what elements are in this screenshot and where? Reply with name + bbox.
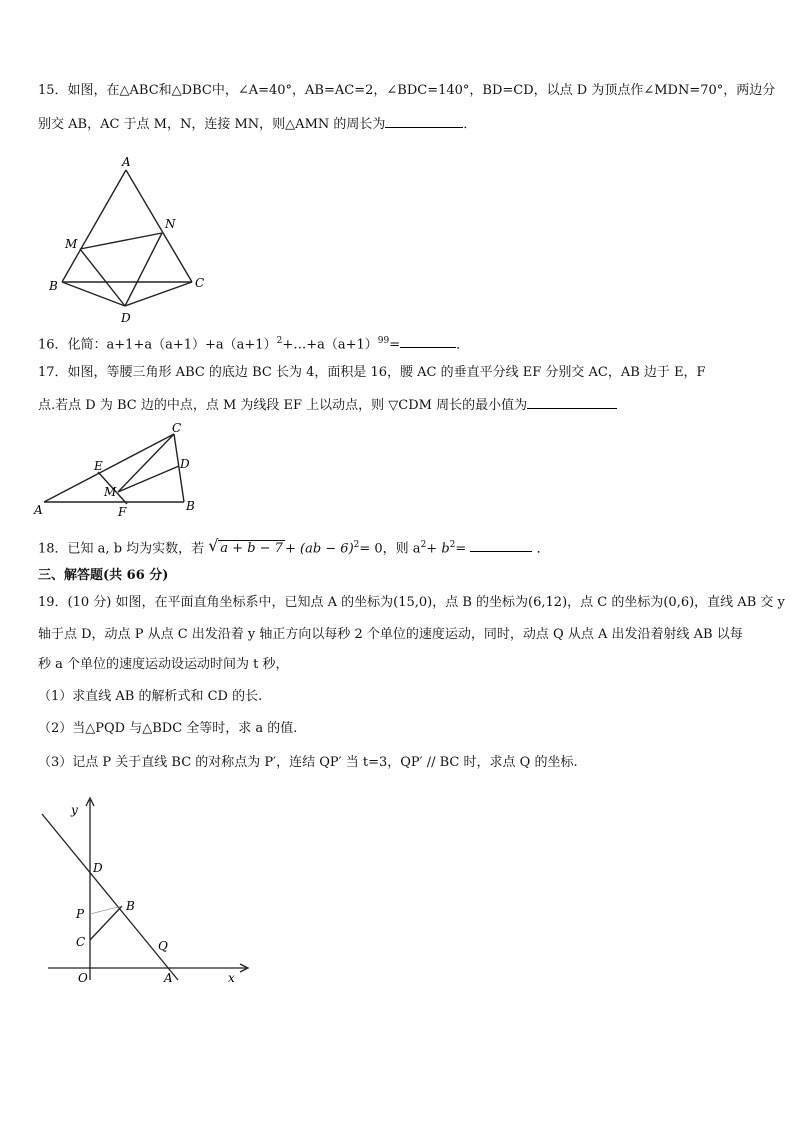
q18-end: ． bbox=[536, 541, 550, 557]
q19-label-d: D bbox=[93, 861, 103, 875]
q16-text-c: = bbox=[389, 337, 401, 353]
q17-label-f: F bbox=[118, 505, 127, 519]
q16-text-a: 16．化简：a+1+a（a+1）+a（a+1） bbox=[38, 337, 277, 353]
q17-figure bbox=[34, 420, 204, 520]
q19-line2: 轴于点 D，动点 P 从点 C 出发沿着 y 轴正方向以每秒 2 个单位的速度运动，同时，动点 Q 从点 A 出发沿着射线 AB 以每 bbox=[38, 627, 743, 642]
q17-edge-mc bbox=[118, 434, 174, 492]
q19-line-ab bbox=[42, 814, 178, 980]
q18-text-a: 18．已知 a, b 均为实数，若 bbox=[38, 541, 205, 557]
q16-answer-blank bbox=[400, 335, 456, 348]
q15-label-n: N bbox=[165, 217, 176, 231]
q19-line3: 秒 a 个单位的速度运动设运动时间为 t 秒， bbox=[38, 657, 289, 672]
q19-label-c: C bbox=[76, 935, 86, 949]
q19-segment-cb bbox=[90, 906, 122, 940]
q16-exp-2: 2 bbox=[276, 336, 283, 346]
q15-end: ． bbox=[463, 117, 477, 132]
q15-edge-ab bbox=[62, 170, 126, 282]
q18-line bbox=[38, 536, 550, 558]
q19-label-y: y bbox=[71, 803, 78, 817]
q18-exp-b: 2 bbox=[449, 540, 456, 550]
q16-exp-99: 99 bbox=[377, 336, 390, 346]
q17-label-b: B bbox=[186, 499, 195, 513]
q19-label-x: x bbox=[228, 971, 235, 985]
q15-edge-mn bbox=[80, 233, 162, 249]
q15-label-d: D bbox=[121, 311, 131, 325]
q19-figure bbox=[38, 792, 258, 992]
q17-label-c: C bbox=[172, 421, 182, 435]
q17-label-d: D bbox=[180, 457, 190, 471]
q19-label-q: Q bbox=[158, 939, 168, 953]
q19-sub2: （2）当△PQD 与△BDC 全等时，求 a 的值. bbox=[38, 721, 298, 736]
q17-label-m: M bbox=[104, 485, 117, 499]
q15-label-c: C bbox=[195, 276, 205, 290]
q15-label-a: A bbox=[122, 155, 131, 169]
q19-label-a: A bbox=[164, 971, 173, 985]
q18-answer-blank bbox=[470, 539, 532, 552]
q15-edge-ac bbox=[126, 170, 192, 282]
q16-text-b: +…+a（a+1） bbox=[282, 337, 378, 353]
q17-line2 bbox=[38, 396, 617, 415]
q17-line2-text: 点.若点 D 为 BC 边的中点，点 M 为线段 EF 上以动点，则 ▽CDM 周长的最小值为 bbox=[38, 398, 528, 413]
q18-text-d: + b bbox=[426, 541, 450, 557]
q18-exp: 2 bbox=[353, 540, 360, 550]
q19-sub3: （3）记点 P 关于直线 BC 的对称点为 P′，连结 QP′ 当 t=3，QP′ // BC 时，求点 Q 的坐标. bbox=[38, 755, 578, 770]
q16-line bbox=[38, 332, 469, 354]
q19-label-b: B bbox=[126, 899, 135, 913]
q18-sqrt-content: a + b − 7 bbox=[220, 541, 283, 557]
sqrt-sign-icon: √ bbox=[208, 536, 219, 556]
q19-segment-pb bbox=[90, 906, 122, 914]
q19-label-p: P bbox=[76, 907, 85, 921]
q17-label-a: A bbox=[34, 503, 43, 517]
section3-title: 三、解答题(共 66 分) bbox=[38, 568, 169, 583]
q18-text-b: + (ab − 6) bbox=[284, 541, 354, 557]
q15-figure bbox=[40, 150, 220, 330]
q19-label-o: O bbox=[78, 971, 88, 985]
q18-sqrt bbox=[208, 536, 285, 558]
q15-line1: 15．如图，在△ABC和△DBC中，∠A=40°，AB=AC=2，∠BDC=140°，BD=CD，以点 D 为顶点作∠MDN=70°，两边分 bbox=[38, 83, 776, 98]
q15-line2 bbox=[38, 115, 476, 134]
q19-line1: 19．(10 分) 如图，在平面直角坐标系中，已知点 A 的坐标为(15,0)，点 B 的坐标为(6,12)，点 C 的坐标为(0,6)，直线 AB 交 y bbox=[38, 595, 785, 610]
q17-label-e: E bbox=[94, 459, 103, 473]
q15-answer-blank bbox=[385, 115, 463, 128]
q17-line1: 17．如图，等腰三角形 ABC 的底边 BC 长为 4，面积是 16，腰 AC 的垂直平分线 EF 分别交 AC，AB 边于 E，F bbox=[38, 365, 706, 380]
q15-line2-text: 别交 AB，AC 于点 M，N，连接 MN，则△AMN 的周长为 bbox=[38, 117, 386, 132]
q19-sub1: （1）求直线 AB 的解析式和 CD 的长. bbox=[38, 689, 263, 704]
q15-label-m: M bbox=[65, 237, 78, 251]
q16-end: ． bbox=[456, 337, 470, 353]
q17-edge-md bbox=[118, 466, 179, 492]
q17-answer-blank bbox=[527, 396, 617, 409]
q18-exp-a: 2 bbox=[420, 540, 427, 550]
q18-text-e: = bbox=[455, 541, 467, 557]
q15-label-b: B bbox=[49, 279, 58, 293]
q18-text-c: = 0，则 a bbox=[359, 541, 421, 557]
